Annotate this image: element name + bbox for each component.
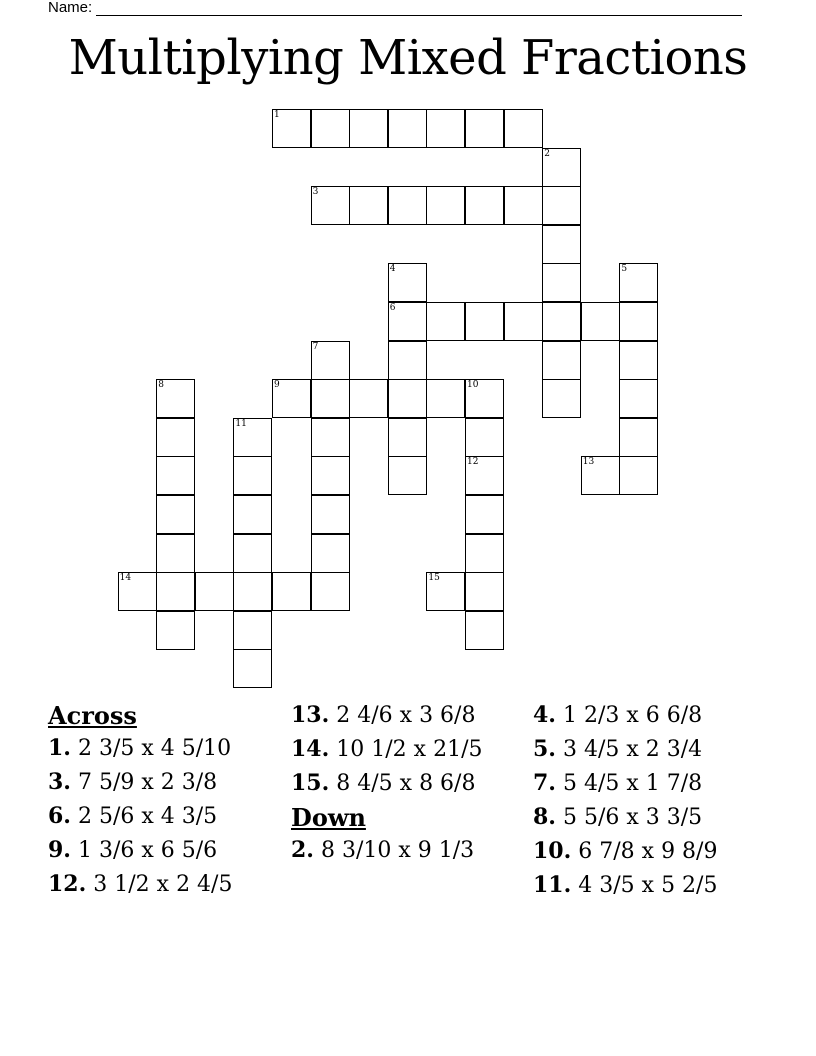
clue-heading-down: Down (291, 803, 366, 832)
clue-number: 1 (274, 110, 280, 120)
clue-item (533, 874, 773, 897)
clue-item-number: 15. (291, 770, 330, 796)
clue-item-text: 7 5/9 x 2 3/8 (77, 770, 218, 795)
crossword-cell[interactable] (465, 109, 504, 148)
crossword-cell[interactable] (465, 572, 504, 611)
crossword-cell[interactable] (156, 611, 195, 650)
crossword-cell[interactable] (426, 186, 465, 225)
crossword-cell[interactable] (581, 302, 620, 341)
crossword-cell-10[interactable] (465, 379, 504, 418)
crossword-cell-15[interactable] (426, 572, 465, 611)
crossword-cell[interactable] (619, 379, 658, 418)
crossword-cell[interactable] (311, 456, 350, 495)
crossword-cell[interactable] (465, 611, 504, 650)
clues-column-2 (291, 704, 531, 873)
clue-item (48, 737, 288, 760)
crossword-cell[interactable] (542, 341, 581, 380)
crossword-cell[interactable] (233, 534, 272, 573)
crossword-cell-4[interactable] (388, 263, 427, 302)
clue-item-text: 2 5/6 x 4 3/5 (77, 804, 218, 829)
clue-item (533, 840, 773, 863)
crossword-cell[interactable] (233, 649, 272, 688)
clue-item-text: 6 7/8 x 9 8/9 (578, 839, 718, 864)
crossword-cell[interactable] (465, 495, 504, 534)
clue-item-text: 3 4/5 x 2 3/4 (562, 737, 703, 762)
crossword-cell-8[interactable] (156, 379, 195, 418)
clue-number: 11 (235, 418, 247, 429)
clue-item-text: 5 4/5 x 1 7/8 (562, 771, 703, 796)
clue-item-number: 11. (533, 872, 572, 898)
crossword-cell[interactable] (233, 456, 272, 495)
crossword-cell[interactable] (426, 379, 465, 418)
clue-number: 7 (312, 341, 319, 352)
crossword-cell-9[interactable] (272, 379, 311, 418)
crossword-cell[interactable] (349, 109, 388, 148)
clue-item (533, 738, 773, 761)
crossword-cell[interactable] (272, 572, 311, 611)
name-label: Name: (48, 0, 93, 16)
clue-item-number: 10. (533, 838, 572, 864)
clue-item-text: 2 4/6 x 3 6/8 (336, 703, 476, 728)
clue-item-text: 8 4/5 x 8 6/8 (336, 771, 476, 796)
crossword-cell[interactable] (388, 341, 427, 380)
clue-item-text: 1 2/3 x 6 6/8 (562, 703, 703, 728)
crossword-cell-7[interactable] (311, 341, 350, 380)
crossword-cell-3[interactable] (311, 186, 350, 225)
page-title: Multiplying Mixed Fractions (68, 30, 748, 86)
crossword-cell[interactable] (311, 379, 350, 418)
crossword-cell[interactable] (388, 186, 427, 225)
clue-number: 4 (389, 264, 396, 275)
crossword-cell[interactable] (311, 534, 350, 573)
crossword-cell[interactable] (619, 456, 658, 495)
clue-item-number: 13. (291, 702, 330, 728)
crossword-cell[interactable] (542, 186, 581, 225)
clue-item-number: 1. (48, 735, 71, 761)
crossword-cell[interactable] (542, 379, 581, 418)
clue-number: 9 (274, 380, 280, 391)
crossword-cell-13[interactable] (581, 456, 620, 495)
crossword-cell[interactable] (311, 572, 350, 611)
crossword-cell[interactable] (311, 418, 350, 457)
crossword-cell[interactable] (426, 109, 465, 148)
clue-item-number: 2. (291, 837, 314, 863)
crossword-cell[interactable] (619, 418, 658, 457)
crossword-cell[interactable] (465, 302, 504, 341)
crossword-cell[interactable] (542, 225, 581, 264)
clue-number: 13 (582, 457, 595, 468)
clue-number: 6 (389, 303, 396, 313)
crossword-cell[interactable] (388, 109, 427, 148)
clue-number: 2 (544, 148, 550, 159)
clue-item-number: 3. (48, 769, 71, 795)
clue-item (533, 772, 773, 795)
crossword-cell[interactable] (465, 186, 504, 225)
clue-item-text: 1 3/6 x 6 5/6 (77, 838, 218, 863)
crossword-cell[interactable] (156, 534, 195, 573)
clue-item-number: 12. (48, 871, 87, 897)
crossword-cell[interactable] (311, 495, 350, 534)
clue-item (291, 704, 531, 727)
clue-item-number: 7. (533, 770, 556, 796)
crossword-cell[interactable] (156, 418, 195, 457)
clue-item (291, 738, 531, 761)
clue-item (48, 873, 288, 896)
crossword-cell[interactable] (465, 418, 504, 457)
crossword-cell[interactable] (504, 302, 543, 341)
crossword-cell[interactable] (542, 263, 581, 302)
clue-number: 14 (119, 573, 132, 584)
clue-item-text: 10 1/2 x 21/5 (336, 737, 483, 762)
clue-item (291, 772, 531, 795)
crossword-cell[interactable] (504, 186, 543, 225)
crossword-cell-12[interactable] (465, 456, 504, 495)
clue-item-number: 4. (533, 702, 556, 728)
name-field[interactable] (48, 0, 742, 16)
crossword-cell[interactable] (233, 611, 272, 650)
clue-item (291, 839, 531, 862)
clue-item-number: 14. (291, 736, 330, 762)
crossword-cell[interactable] (504, 109, 543, 148)
crossword-cell[interactable] (426, 302, 465, 341)
crossword-cell[interactable] (619, 302, 658, 341)
crossword-cell[interactable] (619, 341, 658, 380)
crossword-cell[interactable] (156, 572, 195, 611)
clue-item (533, 806, 773, 829)
clue-item (48, 771, 288, 794)
clues-column-3 (533, 704, 773, 908)
crossword-cell[interactable] (156, 495, 195, 534)
clue-item-text: 2 3/5 x 4 5/10 (77, 736, 232, 761)
clue-item (48, 805, 288, 828)
crossword-cell[interactable] (195, 572, 234, 611)
clue-item-number: 5. (533, 736, 556, 762)
clue-item-number: 6. (48, 803, 71, 829)
clue-item-number: 9. (48, 837, 71, 863)
crossword-cell[interactable] (156, 456, 195, 495)
crossword-cell[interactable] (233, 572, 272, 611)
clue-number: 12 (467, 457, 479, 468)
crossword-cell-1[interactable] (272, 109, 311, 148)
clue-item-text: 5 5/6 x 3 3/5 (562, 805, 703, 830)
clue-number: 3 (312, 187, 319, 198)
crossword-cell-5[interactable] (619, 263, 658, 302)
crossword-cell[interactable] (388, 418, 427, 457)
clue-number: 15 (428, 573, 440, 584)
crossword-cell[interactable] (465, 534, 504, 573)
clue-item (48, 839, 288, 862)
crossword-cell[interactable] (349, 186, 388, 225)
clue-number: 8 (158, 380, 164, 391)
crossword-cell-6[interactable] (388, 302, 427, 341)
crossword-cell-2[interactable] (542, 148, 581, 187)
crossword-cell-14[interactable] (118, 572, 157, 611)
crossword-cell[interactable] (388, 379, 427, 418)
crossword-cell[interactable] (233, 495, 272, 534)
clue-item-text: 4 3/5 x 5 2/5 (578, 873, 718, 898)
clue-item (533, 704, 773, 727)
crossword-cell[interactable] (542, 302, 581, 341)
crossword-cell[interactable] (388, 456, 427, 495)
clue-number: 10 (467, 380, 479, 391)
clue-item-text: 8 3/10 x 9 1/3 (320, 838, 475, 863)
crossword-cell[interactable] (311, 109, 350, 148)
clue-number: 5 (621, 264, 628, 275)
clue-item-number: 8. (533, 804, 556, 830)
clues-column-1 (48, 701, 288, 907)
name-underline[interactable] (96, 2, 742, 16)
clue-heading-across: Across (48, 701, 137, 730)
crossword-cell[interactable] (349, 379, 388, 418)
crossword-cell-11[interactable] (233, 418, 272, 457)
clue-item-text: 3 1/2 x 2 4/5 (93, 872, 233, 897)
